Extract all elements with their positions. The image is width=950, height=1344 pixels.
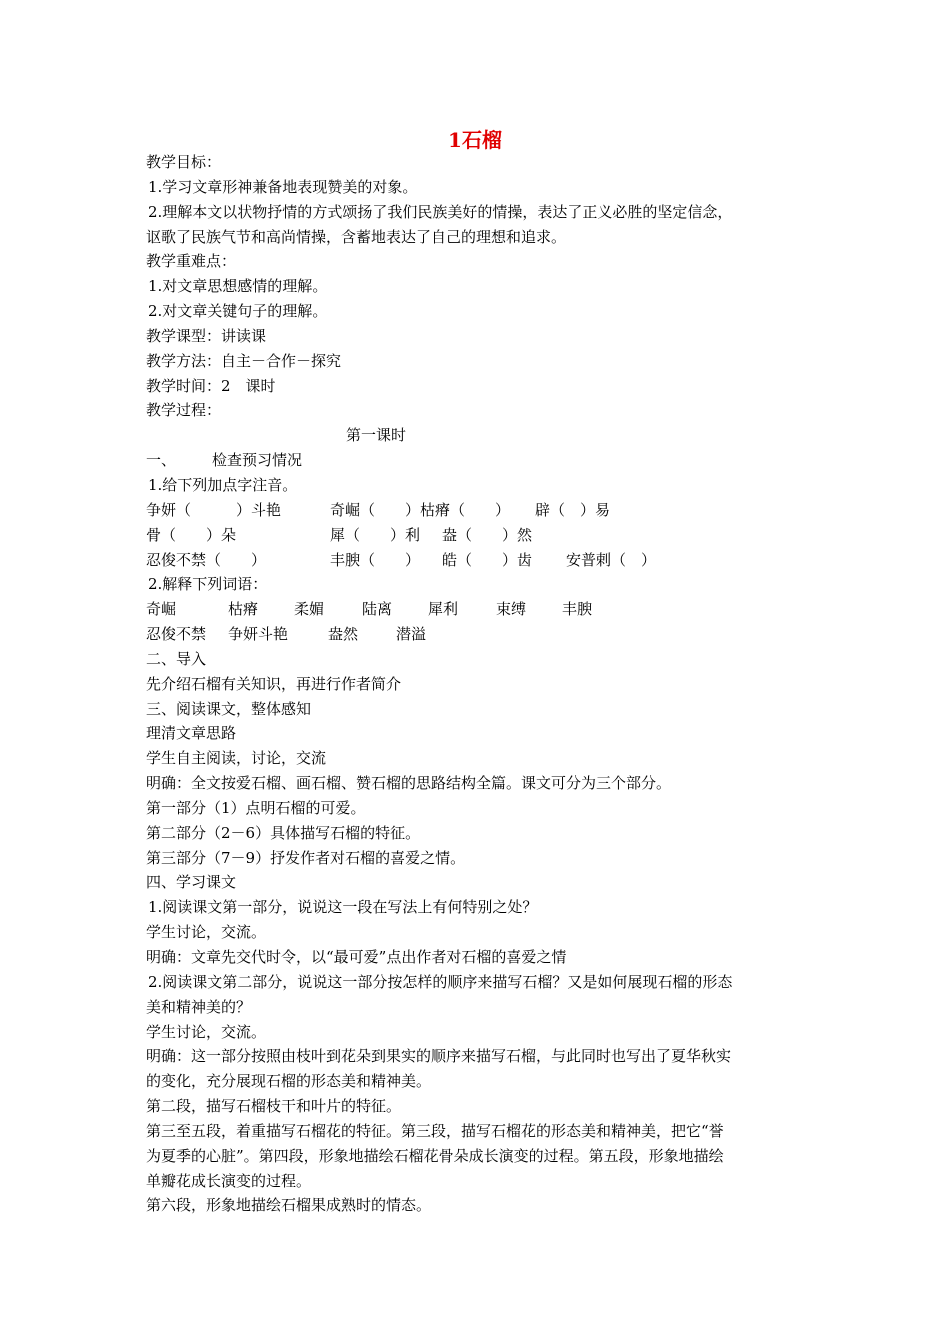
step-label: 检查预习情况 <box>212 451 303 470</box>
vocab-item: 争妍斗艳 <box>228 625 289 644</box>
section-heading: 教学目标： <box>146 153 222 171</box>
paragraph: 第三部分（7－9）抒发作者对石榴的喜爱之情。 <box>146 848 466 867</box>
step-heading <box>146 448 810 473</box>
pinyin-item: 安普剌（ ） <box>566 550 657 569</box>
pinyin-item: 盎（ ）然 <box>442 525 533 544</box>
section-heading: 二、导入 <box>146 649 207 668</box>
pinyin-row <box>146 498 810 523</box>
pinyin-item: 争妍（ ）斗艳 <box>146 500 282 519</box>
paragraph: 学生讨论，交流。 <box>146 923 267 942</box>
paragraph: 2.解释下列词语： <box>148 575 268 594</box>
section-heading: 四、学习课文 <box>146 873 237 892</box>
paragraph: 明确：文章先交代时令，以“最可爱”点出作者对石榴的喜爱之情 <box>146 948 567 966</box>
page-title: 1石榴 <box>448 128 502 152</box>
paragraph: 先介绍石榴有关知识，再进行作者简介 <box>146 674 402 693</box>
pinyin-item: 忍俊不禁（ ） <box>146 550 267 569</box>
paragraph: 2.对文章关键句子的理解。 <box>148 302 328 321</box>
paragraph: 教学课型：讲读课 <box>146 326 267 345</box>
pinyin-item: 皓（ ）齿 <box>442 550 533 569</box>
vocab-item: 忍俊不禁 <box>146 625 207 644</box>
pinyin-item: 奇崛（ ） <box>330 500 421 519</box>
paragraph: 理清文章思路 <box>146 724 237 743</box>
paragraph: 单瓣花成长演变的过程。 <box>146 1171 312 1190</box>
vocab-item: 束缚 <box>496 600 527 619</box>
paragraph: 学生自主阅读，讨论，交流 <box>146 749 327 768</box>
pinyin-row <box>146 548 810 573</box>
document-body <box>146 150 810 1218</box>
pinyin-item: 犀（ ）利 <box>330 525 421 544</box>
section-heading: 教学重难点： <box>146 252 237 271</box>
paragraph: 第一部分（1）点明石榴的可爱。 <box>146 798 366 817</box>
vocab-item: 柔媚 <box>294 600 325 619</box>
paragraph: 教学时间：2 课时 <box>146 376 276 395</box>
vocab-item: 丰腴 <box>562 600 593 619</box>
paragraph: 1.对文章思想感情的理解。 <box>148 277 328 296</box>
paragraph: 1.学习文章形神兼备地表现赞美的对象。 <box>148 177 418 196</box>
section-heading: 三、阅读课文，整体感知 <box>146 699 312 718</box>
pinyin-item: 骨（ ）朵 <box>146 525 237 544</box>
vocab-item: 盎然 <box>328 625 359 644</box>
vocab-row <box>146 597 810 622</box>
paragraph: 讴歌了民族气节和高尚情操，含蓄地表达了自己的理想和追求。 <box>146 227 567 246</box>
paragraph: 第二段，描写石榴枝干和叶片的特征。 <box>146 1097 402 1116</box>
paragraph: 为夏季的心脏”。第四段，形象地描绘石榴花骨朵成长演变的过程。第五段，形象地描绘 <box>146 1146 724 1165</box>
paragraph: 第六段，形象地描绘石榴果成熟时的情态。 <box>146 1196 432 1215</box>
vocab-item: 陆离 <box>362 600 393 619</box>
pinyin-row <box>146 523 810 548</box>
paragraph: 的变化，充分展现石榴的形态美和精神美。 <box>146 1072 432 1091</box>
vocab-item: 奇崛 <box>146 600 177 619</box>
pinyin-item: 丰腴（ ） <box>330 550 421 569</box>
paragraph: 2.阅读课文第二部分，说说这一部分按怎样的顺序来描写石榴？又是如何展现石榴的形态 <box>148 972 733 991</box>
paragraph: 明确：这一部分按照由枝叶到花朵到果实的顺序来描写石榴，与此同时也写出了夏华秋实 <box>146 1047 732 1066</box>
vocab-item: 犀利 <box>428 600 459 619</box>
pinyin-item: 枯瘠（ ） <box>420 500 511 519</box>
paragraph: 教学方法：自主－合作－探究 <box>146 351 342 370</box>
paragraph: 2.理解本文以状物抒情的方式颂扬了我们民族美好的情操，表达了正义必胜的坚定信念， <box>148 202 733 221</box>
paragraph: 美和精神美的？ <box>146 997 252 1016</box>
vocab-row <box>146 622 810 647</box>
paragraph: 第二部分（2－6）具体描写石榴的特征。 <box>146 823 421 842</box>
vocab-item: 潜溢 <box>396 625 427 644</box>
section-heading: 教学过程： <box>146 401 222 420</box>
paragraph: 1.阅读课文第一部分，说说这一段在写法上有何特别之处？ <box>148 898 538 917</box>
paragraph: 学生讨论，交流。 <box>146 1022 267 1041</box>
paragraph: 第三至五段，着重描写石榴花的特征。第三段，描写石榴花的形态美和精神美，把它“誉 <box>146 1121 724 1140</box>
vocab-item: 枯瘠 <box>228 600 259 619</box>
step-number: 一、 <box>146 451 177 470</box>
lesson-heading: 第一课时 <box>346 426 407 445</box>
paragraph: 1.给下列加点字注音。 <box>148 475 298 494</box>
pinyin-item: 辟（ ）易 <box>535 500 611 519</box>
paragraph: 明确：全文按爱石榴、画石榴、赞石榴的思路结构全篇。课文可分为三个部分。 <box>146 774 672 793</box>
